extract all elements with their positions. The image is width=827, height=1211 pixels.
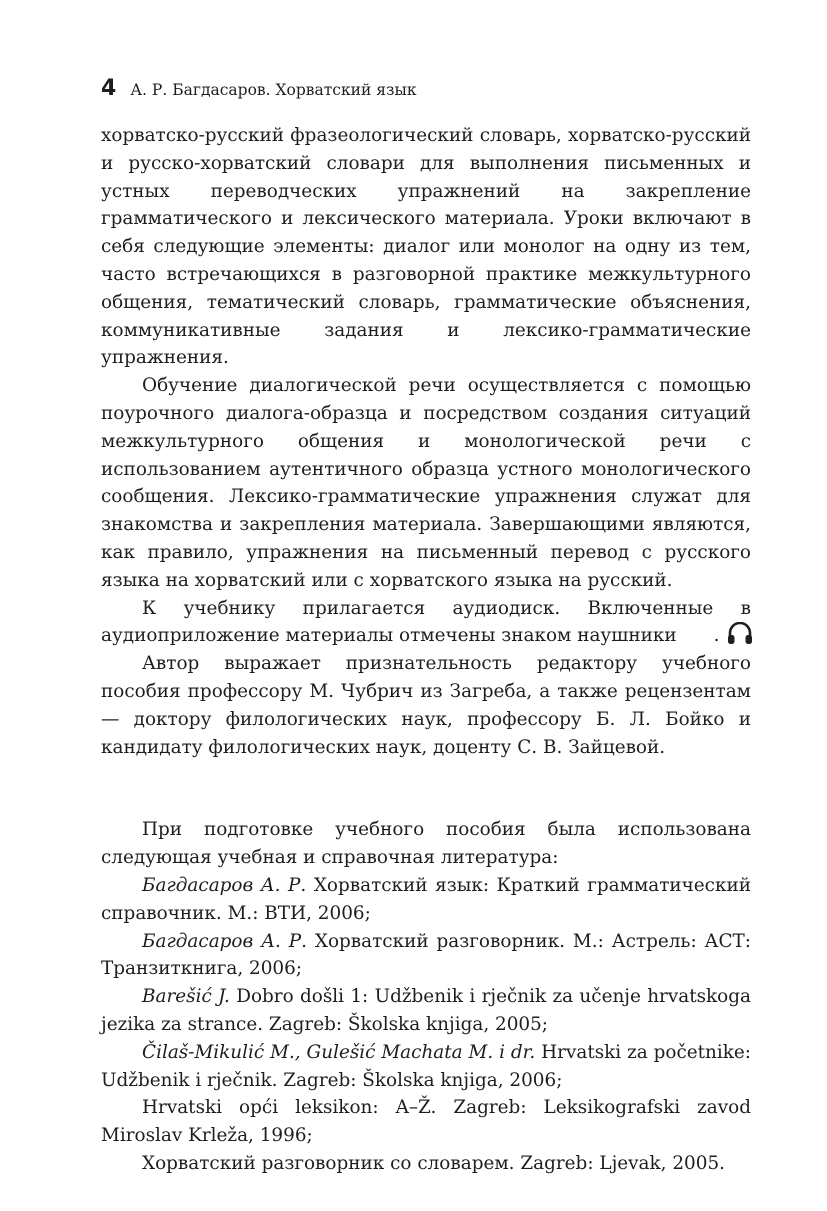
paragraph-audio-disc xyxy=(101,595,751,651)
running-title: А. Р. Багдасаров. Хорватский язык xyxy=(130,81,417,99)
paragraph-dialogue-training: Обучение диалогической речи осуществляется с помощью поурочного диалога-образца и посредством создания ситуаций межкультурного общения и монологической речи с использованием аутентичного образца устного монологического сообщения. Лексико-грамматические упражнения служат для знакомства и закрепления материала. Завершающими являются, как правило, упражнения на письменный перевод с русского языка на хорватский или с хорватского языка на русский. xyxy=(101,375,751,591)
audio-disc-text: К учебнику прилагается аудиодиск. Включенные в аудиоприложение материалы отмечены знаком наушники xyxy=(101,597,751,647)
reference-author: Čilaš-Mikulić M., Gulešić Machata M. i dr. xyxy=(142,1041,536,1063)
reference-text: Dobro došli 1: Udžbenik i rječnik za učenje hrvatskoga jezika za strance. Zagreb: Školska knjiga, 2005; xyxy=(101,986,751,1035)
paragraph-continuation: хорватско-русский фразеологический словарь, хорватско-русский и русско-хорватский словари для выполнения письменных и устных переводческих упражнений на закрепление грамматического и лексического материала. Уроки включают в себя следующие элементы: диалог или монолог на одну из тем, часто встречающихся в разговорной практике межкультурного общения, тематический словарь, грамматические объяснения, коммуникативные задания и лексико-грамматические упражнения. xyxy=(101,125,751,369)
reference-text: Хорватский язык: Краткий грамматический справочник. М.: ВТИ, 2006; xyxy=(101,874,751,924)
headphones-icon xyxy=(685,622,713,646)
reference-author: Barešić J. xyxy=(142,986,230,1008)
paragraph-acknowledgements: Автор выражает признательность редактору учебного пособия профессору М. Чубрич из Загреба, а также рецензентам — доктору филологических наук, профессору Б. Л. Бойко и кандидату филологических наук, доценту С. В. Зайцевой. xyxy=(101,653,751,758)
reference-item xyxy=(101,872,751,928)
reference-item xyxy=(101,983,751,1039)
page-header xyxy=(101,76,751,104)
reference-item xyxy=(101,1094,751,1150)
book-page xyxy=(101,76,751,1178)
reference-text: Хорватский разговорник. М.: Астрель: АСТ: Транзиткнига, 2006; xyxy=(101,930,751,980)
section-gap xyxy=(101,761,751,816)
reference-text: Хорватский разговорник со словарем. Zagreb: Ljevak, 2005. xyxy=(142,1152,725,1174)
reference-item xyxy=(101,928,751,984)
page-number: 4 xyxy=(101,76,117,101)
reference-item xyxy=(101,1039,751,1095)
page-body xyxy=(101,122,751,1178)
audio-disc-period: . xyxy=(713,625,720,647)
reference-author: Багдасаров А. Р. xyxy=(142,930,307,952)
reference-item xyxy=(101,1150,751,1178)
reference-author: Багдасаров А. Р. xyxy=(142,874,307,896)
reference-text: Hrvatski opći leksikon: A–Ž. Zagreb: Leksikografski zavod Miroslav Krleža, 1996; xyxy=(101,1097,751,1147)
paragraph-literature-intro: При подготовке учебного пособия была использована следующая учебная и справочная литература: xyxy=(101,819,751,869)
reference-text: Hrvatski za početnike: Udžbenik i rječnik. Zagreb: Školska knjiga, 2006; xyxy=(101,1041,751,1091)
